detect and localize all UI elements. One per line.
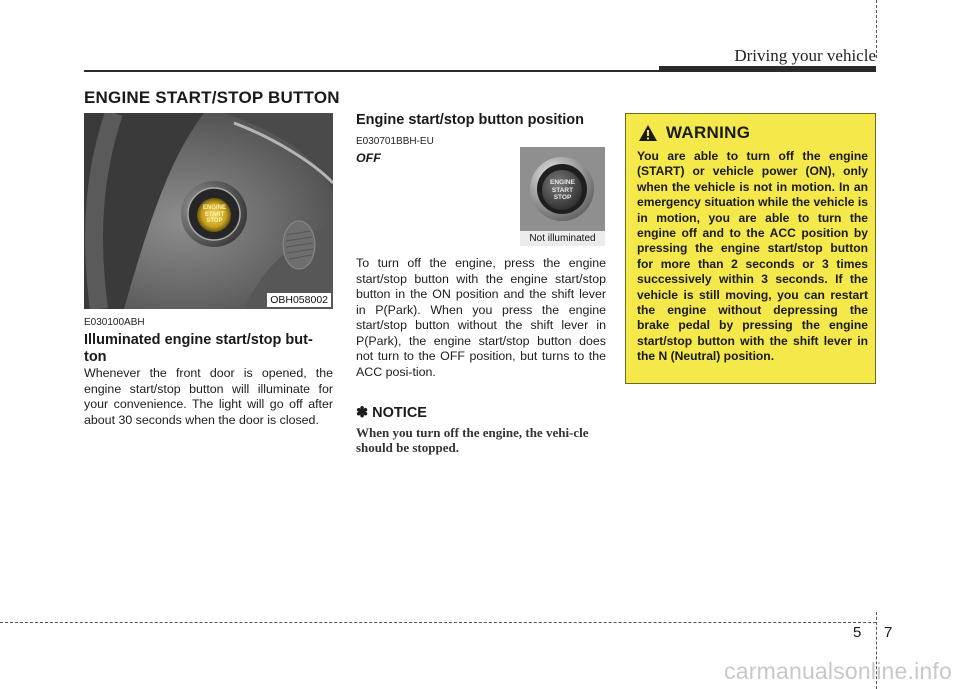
page-number: 7 <box>884 624 893 641</box>
watermark: carmanualsonline.info <box>724 658 952 684</box>
footer-rule <box>0 622 876 623</box>
dashboard-photo <box>84 113 333 309</box>
button-label-line3: STOP <box>553 194 572 201</box>
header-bar <box>659 66 876 72</box>
warning-title-row <box>638 123 750 143</box>
ref-code-left: E030100ABH <box>84 317 145 328</box>
section-heading: ENGINE START/STOP BUTTON <box>84 88 340 107</box>
warning-box <box>625 113 876 384</box>
button-photo <box>520 147 605 246</box>
warning-title: WARNING <box>666 123 751 142</box>
button-label-line1: ENGINE <box>550 179 575 186</box>
warning-text: You are able to turn off the engine (START) or vehicle power (ON), only when the vehicle is not in motion. In an emergency situation while the vehicle is in motion, you are able to turn the engine off and to the ACC position by pressing the engine start/stop button for more than 2 seconds or 3 times successively within 3 seconds. If the vehicle is still moving, you can restart the engine without depressing the brake pedal by pressing the engine start/stop button with the shift lever in the N (Neutral) position. <box>637 149 868 364</box>
button-label <box>542 179 583 202</box>
page-chapter: 5 <box>853 624 862 641</box>
off-label: OFF <box>356 151 381 165</box>
middle-subheading: Engine start/stop button position <box>356 112 584 128</box>
photo-code: OBH058002 <box>267 293 331 307</box>
chapter-title: Driving your vehicle <box>734 46 876 65</box>
photo-button-line3: STOP <box>206 218 223 224</box>
left-subheading: Illuminated engine start/stop but-ton <box>84 332 313 365</box>
warning-triangle-icon <box>638 124 658 142</box>
middle-body: To turn off the engine, press the engine start/stop button with the engine start/stop button in the ON position and the shift lever in P(Park). When you press the engine start/stop button without the shift lever in P(Park), the engine start/stop button does not turn to the OFF position, but turns to the ACC posi-tion. <box>356 256 606 379</box>
button-photo-caption: Not illuminated <box>520 231 605 246</box>
crop-mark-top <box>876 0 877 58</box>
button-label-line2: START <box>551 186 574 194</box>
photo-button-label <box>198 205 231 225</box>
left-body: Whenever the front door is opened, the engine start/stop button will illuminate for your convenience. The light will go off after about 30 seconds when the door is closed. <box>84 366 333 427</box>
photo-button-line2: START <box>204 211 225 218</box>
ref-code-middle: E030701BBH-EU <box>356 136 434 147</box>
notice-text: When you turn off the engine, the vehi-cle should be stopped. <box>356 425 589 455</box>
photo-button-line1: ENGINE <box>202 205 226 211</box>
notice-heading: ✽ NOTICE <box>356 405 427 421</box>
